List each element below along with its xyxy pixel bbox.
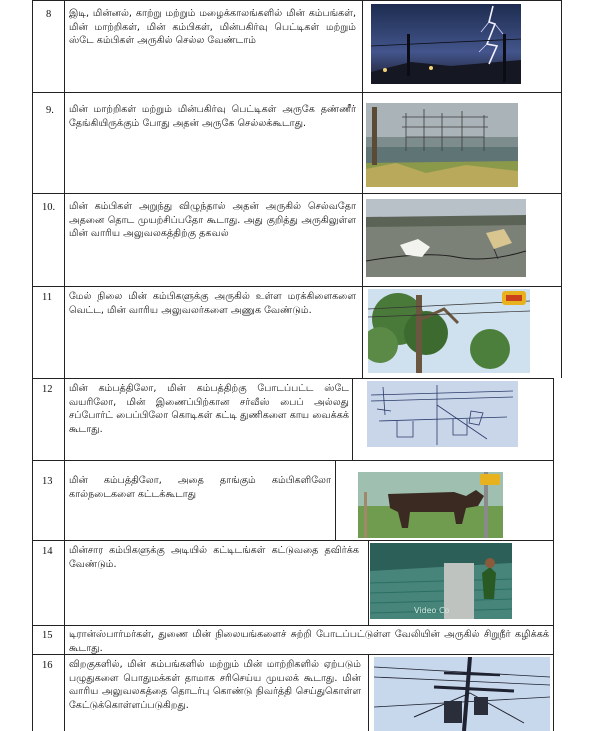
row-number: 10.	[42, 202, 56, 213]
row-text: இடி, மின்னல், காற்று மற்றும் மழைக்காலங்களில் மின் கம்பங்கள், மின் மாற்றிகள், மின் கம்பிகள், மின்பகிர்வு பெட்டிகள் மற்றும் ஸ்டே கம்பிகள் அருகில் செல்ல வேண்டாம்	[69, 8, 356, 47]
flooded-substation-photo	[366, 103, 518, 187]
row-text: மின்சார கம்பிகளுக்கு அடியில் கட்டிடங்கள் கட்டுவதை தவிர்க்க வேண்டும்.	[69, 545, 359, 570]
row-number: 13	[42, 476, 53, 487]
transformer-photo	[374, 657, 550, 731]
tree-near-lines-photo	[368, 289, 530, 373]
row-number: 11	[42, 292, 53, 303]
row-text: மேல் நிலை மின் கம்பிகளுக்கு அருகில் உள்ள மரக்கிளைகளை வெட்ட, மின் வாரிய அலுவலர்களை அணுக வேண்டும்.	[69, 291, 356, 316]
building-under-lines-photo	[370, 543, 512, 619]
row-text: விறகுகளில், மின் கம்பங்களில் மற்றும் மின் மாற்றிகளில் ஏற்படும் பழுதுகளை பொதுமக்கள் தாமாக சரிசெய்ய முயலக் கூடாது. மின் வாரிய அலுவலகத்தை தொடர்பு கொண்டு நிவர்த்தி செய்துகொள்ள கேட்டுக்கொள்ளப்படுகிறது.	[69, 659, 361, 711]
clothesline-sketch	[367, 381, 518, 447]
row-text: மின் கம்பத்திலோ, அதை தாங்கும் கம்பிகளிலோ கால்நடைகளை கட்டக்கூடாது	[69, 475, 331, 500]
image-watermark: Video Co	[414, 606, 450, 615]
row-number: 8	[46, 9, 52, 20]
row-number: 15	[42, 630, 53, 641]
lightning-storm-photo	[371, 4, 521, 84]
row-text: மின் கம்பத்திலோ, மின் கம்பத்திற்கு போடப்பட்ட ஸ்டே வயரிலோ, மின் இணைப்பிற்கான சர்வீஸ் பைப் அல்லது சப்போர்ட் பைப்பிலோ கொடிகள் கட்டி துணிகளை காய வைக்கக் கூடாது.	[69, 383, 349, 435]
cow-photo	[358, 472, 503, 538]
row-number: 9.	[46, 105, 54, 116]
row-number: 14	[42, 546, 53, 557]
row-number: 12	[42, 384, 53, 395]
fallen-wire-photo	[366, 199, 526, 277]
row-text: டிரான்ஸ்பார்மர்கள், துணை மின் நிலையங்களைச் சுற்றி போடப்பட்டுள்ள வேலியின் அருகில் சிறுநீர் கழிக்கக் கூடாது.	[69, 629, 549, 654]
row-number: 16	[42, 660, 53, 671]
row-text: மின் கம்பிகள் அறுந்து விழுந்தால் அதன் அருகில் செல்வதோ அதனை தொட முயற்சிப்பதோ கூடாது. அது குறித்து அருகிலுள்ள மின் வாரிய அலுவலகத்திற்கு தகவல்	[69, 201, 356, 240]
row-text: மின் மாற்றிகள் மற்றும் மின்பகிர்வு பெட்டிகள் அருகே தண்ணீர் தேங்கியிருக்கும் போது அதன் அருகே செல்லக்கூடாது.	[69, 104, 356, 129]
